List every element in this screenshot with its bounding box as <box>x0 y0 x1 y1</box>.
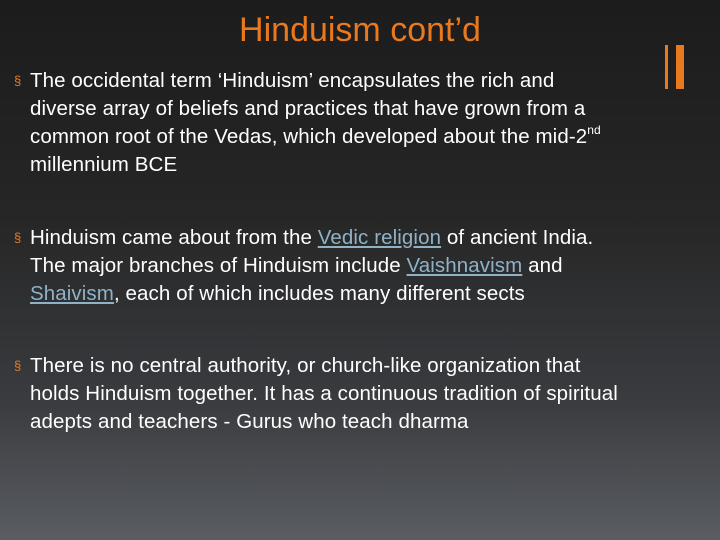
bullet-text: common root of the Vedas, which developed about the mid-2 <box>30 125 588 148</box>
superscript: nd <box>587 123 601 137</box>
bullet-text: The occidental term ‘Hinduism’ encapsulates the rich and <box>30 69 555 92</box>
bullet-text: , each of which includes many different sects <box>113 282 525 305</box>
bullet-marker-icon: § <box>14 358 22 373</box>
bullet-marker-icon: § <box>14 73 22 88</box>
bullet-line <box>14 123 601 151</box>
bullet-item <box>14 224 593 308</box>
bullet-line <box>14 67 601 95</box>
bullet-line <box>14 280 593 308</box>
accent-bar-thick <box>676 45 684 89</box>
bullet-marker-icon: § <box>14 230 22 245</box>
bullet-text: millennium BCE <box>30 153 178 176</box>
bullet-line <box>14 252 593 280</box>
slide-title: Hinduism cont’d <box>239 11 481 49</box>
link-shaivism[interactable]: Shaivism <box>30 282 114 305</box>
bullet-text: and <box>522 254 563 277</box>
bullet-text: The major branches of Hinduism include <box>30 254 407 277</box>
bullet-text: diverse array of beliefs and practices that have grown from a <box>30 97 586 120</box>
bullet-line <box>14 224 593 252</box>
bullet-text: Hinduism came about from the <box>30 226 318 249</box>
bullet-line <box>14 352 618 380</box>
link-vaishnavism[interactable]: Vaishnavism <box>406 254 523 277</box>
link-vedic-religion[interactable]: Vedic religion <box>317 226 442 249</box>
bullet-text: of ancient India. <box>441 226 594 249</box>
bullet-text: adepts and teachers - Gurus who teach dharma <box>30 410 469 433</box>
bullet-text: holds Hinduism together. It has a continuous tradition of spiritual <box>30 382 618 405</box>
bullet-text: There is no central authority, or church-like organization that <box>30 354 581 377</box>
accent-bar-thin <box>665 45 668 89</box>
bullet-item <box>14 352 618 436</box>
bullet-item <box>14 67 601 179</box>
